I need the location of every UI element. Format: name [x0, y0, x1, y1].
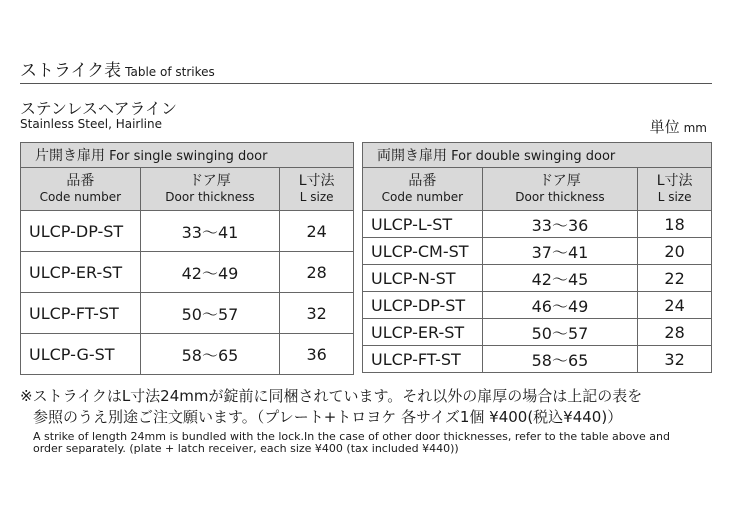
unit-label-jp: 単位 [649, 118, 680, 136]
lsize-cell: 18 [638, 211, 712, 238]
table-row [363, 211, 712, 238]
double-door-heading-en: For double swinging door [451, 149, 616, 164]
table-row [21, 334, 354, 375]
lsize-cell: 24 [638, 292, 712, 319]
page-title-en: Table of strikes [125, 65, 215, 79]
double-door-table-heading [363, 143, 712, 168]
code-cell: ULCP-FT-ST [363, 346, 483, 373]
column-header-lsize-jp: L寸法 [656, 173, 693, 189]
note-en-line2: order separately. (plate + latch receiver, each size ¥400 (tax included ¥440)) [33, 442, 459, 455]
lsize-cell: 22 [638, 265, 712, 292]
note-jp-line1: ※ストライクはL寸法24mmが錠前に同梱されています。それ以外の扉厚の場合は上記の表を [20, 387, 643, 405]
column-header-code-jp: 品番 [408, 173, 437, 189]
code-cell: ULCP-ER-ST [21, 252, 141, 293]
column-header-code-en: Code number [39, 190, 122, 204]
material-heading-jp: ステンレスヘアライン [20, 99, 178, 118]
unit-label-en: mm [683, 121, 707, 135]
lsize-cell: 28 [280, 252, 354, 293]
code-cell: ULCP-FT-ST [21, 293, 141, 334]
unit-label [650, 116, 707, 137]
single-door-heading-jp: 片開き扉用 [35, 148, 105, 164]
column-header-code-en: Code number [381, 190, 464, 204]
column-header-lsize [280, 168, 354, 211]
column-header-code [363, 168, 483, 211]
single-door-heading-en: For single swinging door [109, 149, 268, 164]
column-header-thickness-en: Door thickness [515, 190, 605, 204]
column-header-lsize-jp: L寸法 [298, 173, 335, 189]
table-row [21, 293, 354, 334]
column-header-code-jp: 品番 [66, 173, 95, 189]
thickness-cell: 33～36 [482, 211, 638, 238]
column-header-lsize-en: L size [657, 190, 692, 204]
single-door-table-heading [21, 143, 354, 168]
table-row [363, 265, 712, 292]
thickness-cell: 33～41 [140, 211, 280, 252]
code-cell: ULCP-L-ST [363, 211, 483, 238]
double-door-strike-table [362, 142, 712, 373]
title-divider [20, 83, 712, 84]
column-header-thickness-en: Door thickness [165, 190, 255, 204]
thickness-cell: 58～65 [482, 346, 638, 373]
column-header-code [21, 168, 141, 211]
column-header-thickness [482, 168, 638, 211]
note-en-line1: A strike of length 24mm is bundled with the lock.In the case of other door thicknesses, refer to the table above and [33, 430, 670, 443]
lsize-cell: 32 [280, 293, 354, 334]
code-cell: ULCP-N-ST [363, 265, 483, 292]
lsize-cell: 24 [280, 211, 354, 252]
thickness-cell: 37～41 [482, 238, 638, 265]
table-row [21, 211, 354, 252]
note-jp-line2: 参照のうえ別途ご注文願います。（プレート+トロヨケ 各サイズ1個 ¥400(税込¥440)） [33, 408, 623, 426]
code-cell: ULCP-CM-ST [363, 238, 483, 265]
thickness-cell: 50～57 [482, 319, 638, 346]
lsize-cell: 36 [280, 334, 354, 375]
column-header-thickness-jp: ドア厚 [189, 173, 231, 189]
page-title [20, 56, 215, 81]
table-row [363, 346, 712, 373]
lsize-cell: 28 [638, 319, 712, 346]
thickness-cell: 42～49 [140, 252, 280, 293]
table-row [363, 319, 712, 346]
thickness-cell: 50～57 [140, 293, 280, 334]
double-door-heading-jp: 両開き扉用 [377, 148, 447, 164]
page-title-jp: ストライク表 [20, 61, 122, 81]
thickness-cell: 42～45 [482, 265, 638, 292]
code-cell: ULCP-DP-ST [21, 211, 141, 252]
table-row [363, 238, 712, 265]
column-header-lsize-en: L size [299, 190, 334, 204]
single-door-strike-table [20, 142, 354, 375]
thickness-cell: 58～65 [140, 334, 280, 375]
lsize-cell: 20 [638, 238, 712, 265]
lsize-cell: 32 [638, 346, 712, 373]
material-heading-en: Stainless Steel, Hairline [20, 117, 163, 131]
column-header-lsize [638, 168, 712, 211]
thickness-cell: 46～49 [482, 292, 638, 319]
table-row [363, 292, 712, 319]
table-row [21, 252, 354, 293]
code-cell: ULCP-G-ST [21, 334, 141, 375]
code-cell: ULCP-ER-ST [363, 319, 483, 346]
code-cell: ULCP-DP-ST [363, 292, 483, 319]
column-header-thickness [140, 168, 280, 211]
column-header-thickness-jp: ドア厚 [539, 173, 581, 189]
